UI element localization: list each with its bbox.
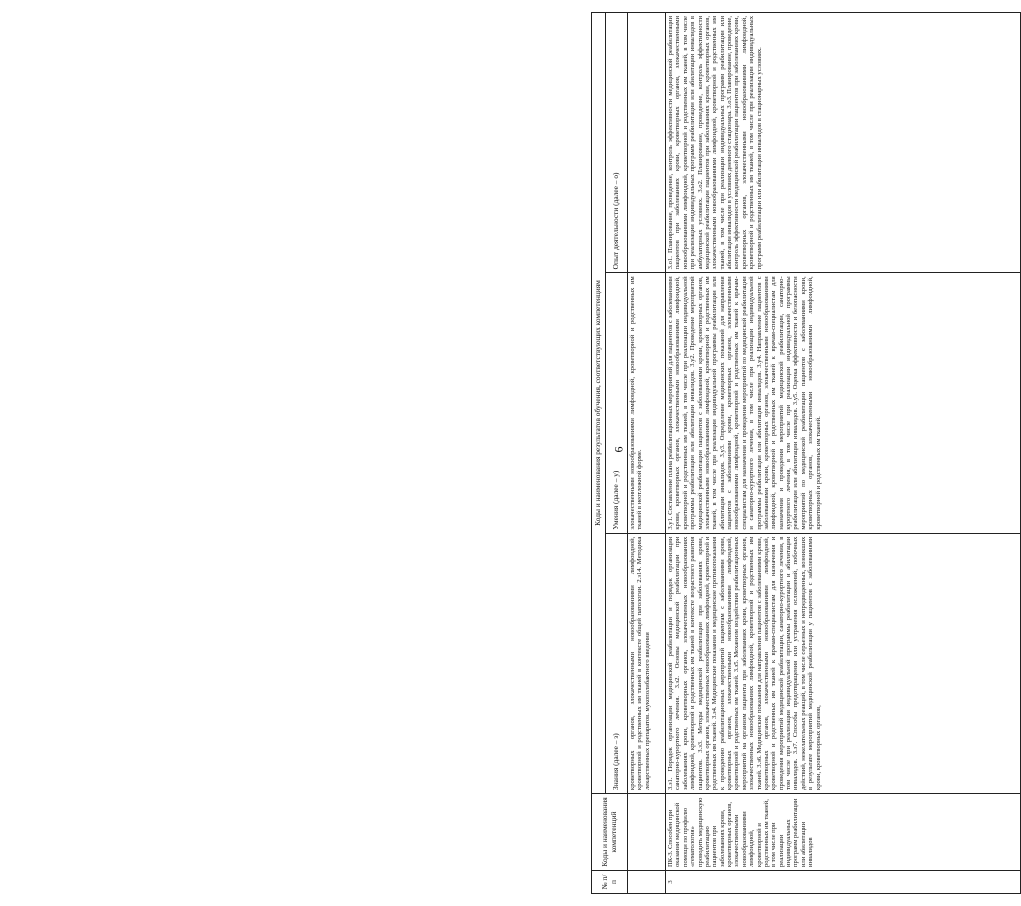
table-subheader-row — [606, 13, 628, 894]
cont-experience-cell — [628, 13, 666, 273]
cont-knowledge-cell: кроветворных органов, злокачественными новообразованиями лимфоидной, кроветворной и родственных им тканей в контексте общей патологии. 2.з14. Методика лекарственных препаратов. мукополибактного введения — [628, 533, 666, 793]
cont-skills-cell: злокачественными новообразованиями лимфоидной, кроветворной и родственных им тканей в неотложной форме. — [628, 273, 666, 533]
table-row — [628, 13, 666, 894]
knowledge-cell: 3.з1. Порядок организации медицинской реабилитации и порядок организации санаторно-курортного лечения. 3.з2. Основы медицинской реабилитации при заболеваниях крови, кроветворных органов, злокачественных новообразованиях лимфоидной, кроветворной и родственных им тканей в контексте возрастного развития пациентов. 3.з3. Методы медицинской реабилитации при заболеваниях крови, кроветворных органов, злокачественных новообразованиях лимфоидной, кроветворной и родственных им тканей. 3.з4. Медицинские показания и медицинские противопоказания к проведению реабилитационных мероприятий пациентам с заболеваниями крови, кроветворных органов, злокачественными новообразованиями лимфоидной, кроветворной и родственных им тканей. 3.з5. Механизм воздействия реабилитационных мероприятий на организм пациента при заболеваниях крови, кроветворных органов, злокачественных новообразованиях лимфоидной, кроветворной и родственных им тканей. 3.з6. Медицинские показания для направления пациентов с заболеваниями крови, кроветворных органов, злокачественными новообразованиями лимфоидной, кроветворной и родственных им тканей к врачам-специалистам для назначения и проведения мероприятий медицинской реабилитации, санаторно-курортного лечения, в том числе при реализации индивидуальной программы реабилитации и абилитации инвалидов. 3.з7. Способы предотвращения или устранения осложнений, побочных действий, нежелательных реакций, в том числе серьезных и непредвиденных, возникших в результате мероприятий медицинской реабилитации у пациентов с заболеваниями крови, кроветворных органов, — [666, 533, 1021, 793]
header-skills: Умения (далее – у) — [606, 273, 628, 533]
page-number: 6 — [611, 446, 626, 453]
table-row — [666, 13, 1021, 894]
competencies-table — [591, 12, 1021, 894]
header-experience: Опыт деятельности (далее – о) — [606, 13, 628, 273]
cont-num-cell — [628, 871, 666, 894]
header-codes: Коды и наименования компетенций — [592, 794, 628, 871]
row-num-cell: 3 — [666, 871, 1021, 894]
header-results-group: Коды и наименования результатов обучения, соответствующих компетенциям — [592, 13, 606, 794]
competency-code-cell: ПК-3. Способен при оказании медицинской помощи по профилю «гематология» проводить медицинскую реабилитацию пациентов при заболеваниях крови, кроветворных органов, злокачественными новообразованиями лимфоидной, кроветворной и родственных им тканей, в том числе при реализации индивидуальных программ реабилитации или абилитации инвалидов — [666, 794, 1021, 871]
table-header-row — [592, 13, 606, 894]
header-num: № п/п — [592, 871, 628, 894]
rotated-page — [591, 12, 1021, 894]
header-knowledge: Знания (далее – з) — [606, 533, 628, 793]
cont-code-cell — [628, 794, 666, 871]
skills-cell: 3.у1. Составление плана реабилитационных мероприятий для пациентов с заболеваниями крови, кроветворных органов, злокачественными новообразованиями лимфоидной, кроветворной и родственных им тканей, в том числе при реализации индивидуальной программы реабилитации или абилитации инвалидов. 3.у2. Проведение мероприятий медицинской реабилитации пациентов с заболеваниями крови, кроветворных органов, злокачественными новообразованиями лимфоидной, кроветворной и родственных им тканей, в том числе при реализации индивидуальной программы реабилитации или абилитации инвалидов. 3.у3. Определение медицинских показаний для направления пациентов с заболеваниями крови, кроветворных органов, злокачественными новообразованиями лимфоидной, кроветворной и родственных им тканей к врачам-специалистам для назначения и проведения мероприятий по медицинской реабилитации и санаторно-курортного лечения, в том числе при реализации индивидуальной программы реабилитации или абилитации инвалидов. 3.у4. Направление пациентов с заболеваниями крови, кроветворных органов, злокачественными новообразованиями лимфоидной, кроветворной и родственных им тканей к врачам-специалистам для назначения и проведения мероприятий медицинской реабилитации, санаторно-курортного лечения, в том числе при реализации индивидуальной программы реабилитации или абилитации инвалидов. 3.у5. Оценка эффективности и безопасности мероприятий по медицинской реабилитации пациентов с заболеваниями крови, кроветворных органов, злокачественными новообразованиями лимфоидной, кроветворной и родственных им тканей. — [666, 273, 1021, 533]
experience-cell: 3.о1. Планирование, проведение, контроль эффективности медицинской реабилитации пациентов при заболеваниях крови, кроветворных органов, злокачественными новообразованиями лимфоидной, кроветворной и родственных им тканей, в том числе при реализации индивидуальных программ реабилитации или абилитации инвалидов в амбулаторных условиях. 3.о2. Планирование, проведение, контроль эффективности медицинской реабилитации пациентов при заболеваниях крови, кроветворных органов, злокачественными новообразованиями лимфоидной, кроветворной и родственных им тканей, в том числе при реализации индивидуальных программ реабилитации или абилитации инвалидов в условиях дневного стационара. 3.о3. Планирование, проведение, контроль эффективности медицинской реабилитации пациентов при заболеваниях крови, кроветворных органов, злокачественными новообразованиями лимфоидной, кроветворной и родственных им тканей, в том числе при реализации индивидуальных программ реабилитации или абилитации инвалидов в стационарных условиях. — [666, 13, 1021, 273]
